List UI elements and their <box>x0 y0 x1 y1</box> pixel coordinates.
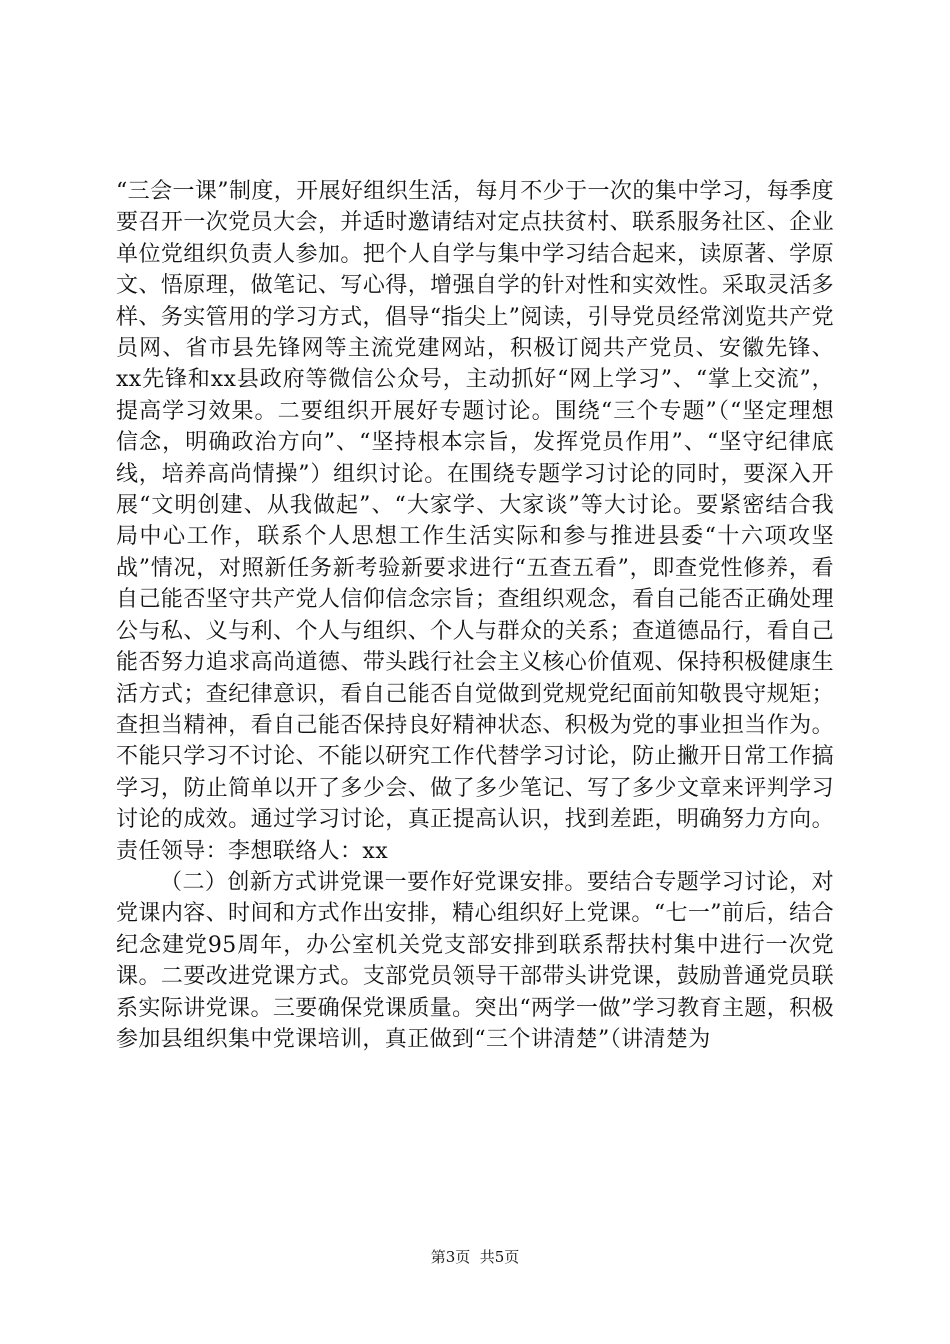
page-number: 第3页 共5页 <box>430 1248 520 1266</box>
document-body <box>116 176 834 1055</box>
paragraph-1: “三会一课”制度，开展好组织生活，每月不少于一次的集中学习，每季度要召开一次党员大会，并适时邀请结对定点扶贫村、联系服务社区、企业单位党组织负责人参加。把个人自学与集中学习结合起来，读原著、学原文、悟原理，做笔记、写心得，增强自学的针对性和实效性。采取灵活多样、务实管用的学习方式，倡导“指尖上”阅读，引导党员经常浏览共产党员网、省市县先锋网等主流党建网站，积极订阅共产党员、安徽先锋、xx先锋和xx县政府等微信公众号，主动抓好“网上学习”、“掌上交流”，提高学习效果。二要组织开展好专题讨论。围绕“三个专题”（“坚定理想信念，明确政治方向”、“坚持根本宗旨，发挥党员作用”、“坚守纪律底线，培养高尚情操”）组织讨论。在围绕专题学习讨论的同时，要深入开展“文明创建、从我做起”、“大家学、大家谈”等大讨论。要紧密结合我局中心工作，联系个人思想工作生活实际和参与推进县委“十六项攻坚战”情况，对照新任务新考验新要求进行“五查五看”，即查党性修养，看自己能否坚守共产党人信仰信念宗旨；查组织观念，看自己能否正确处理公与私、义与利、个人与组织、个人与群众的关系；查道德品行，看自己能否努力追求高尚道德、带头践行社会主义核心价值观、保持积极健康生活方式；查纪律意识，看自己能否自觉做到党规党纪面前知敬畏守规矩；查担当精神，看自己能否保持良好精神状态、积极为党的事业担当作为。不能只学习不讨论、不能以研究工作代替学习讨论，防止撇开日常工作搞学习，防止简单以开了多少会、做了多少笔记、写了多少文章来评判学习讨论的成效。通过学习讨论，真正提高认识，找到差距，明确努力方向。责任领导：李想联络人：xx <box>116 179 834 864</box>
paragraph-2: （二）创新方式讲党课一要作好党课安排。要结合专题学习讨论，对党课内容、时间和方式作出安排，精心组织好上党课。“七一”前后，结合纪念建党95周年，办公室机关党支部安排到联系帮扶村集中进行一次党课。二要改进党课方式。支部党员领导干部带头讲党课，鼓励普通党员联系实际讲党课。三要确保党课质量。突出“两学一做”学习教育主题，积极参加县组织集中党课培训，真正做到“三个讲清楚”（讲清楚为 <box>116 869 834 1052</box>
page-footer <box>0 1246 950 1267</box>
